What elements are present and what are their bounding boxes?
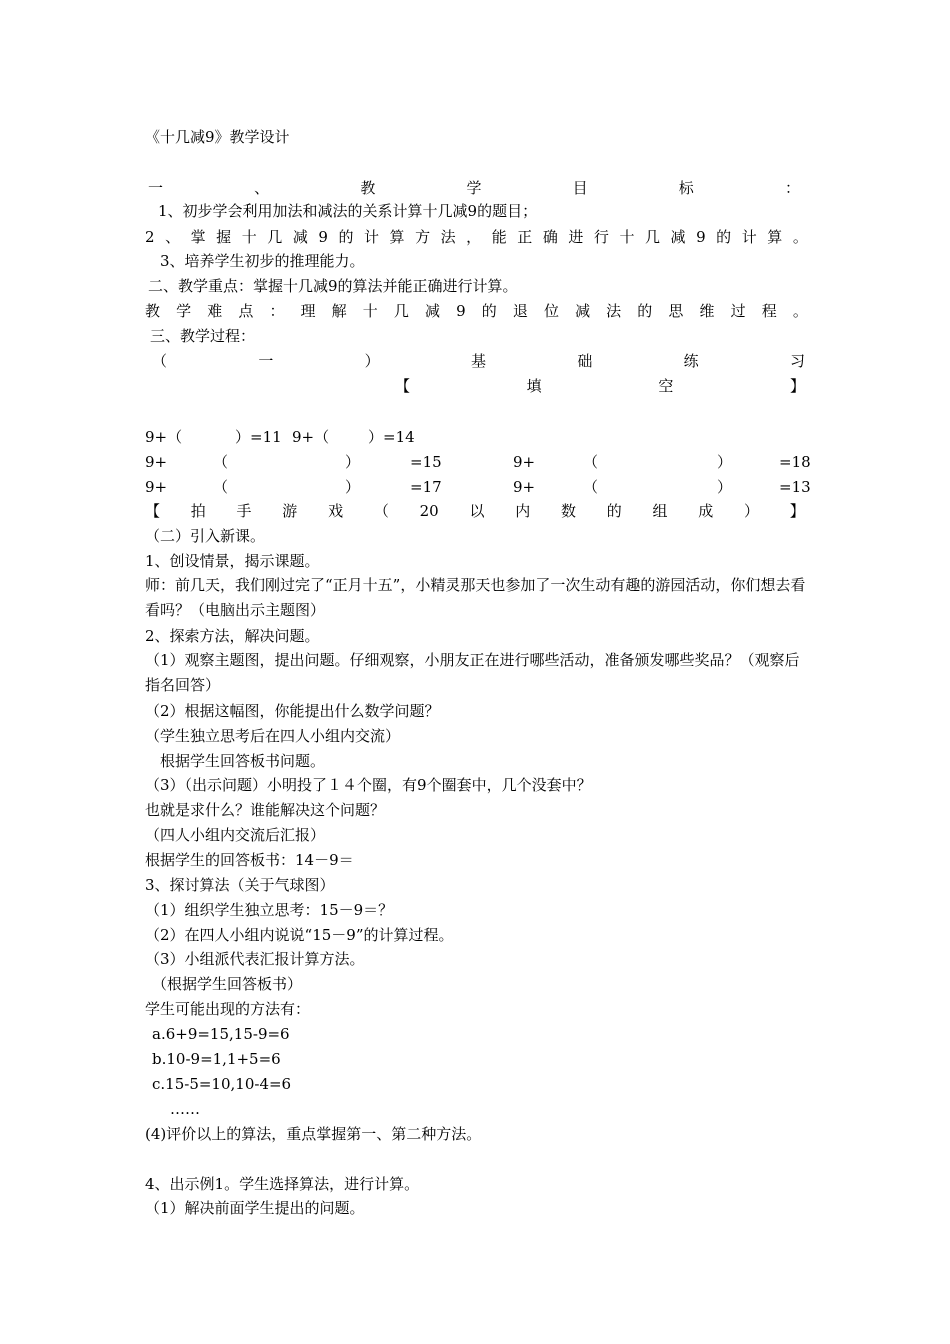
teacher-line: 师：前几天，我们刚过完了“正月十五”，小精灵那天也参加了一次生动有趣的游园活动，你们想去看看吗？（电脑出示主题图） [145, 576, 806, 619]
key-point: 二、教学重点：掌握十几减9的算法并能正确进行计算。 [148, 277, 518, 295]
methods-intro: 学生可能出现的方法有： [145, 1000, 311, 1018]
process-heading: 三、教学过程： [150, 327, 256, 345]
method-a: a.6+9=15,15-9=6 [152, 1025, 290, 1043]
objective-3: 3、培养学生初步的推理能力。 [160, 252, 365, 270]
step-3-3: （3）小组派代表汇报计算方法。 [145, 950, 365, 968]
clap-game-heading: 【 拍 手 游 戏 （ 20 以 内 数 的 组 成 ） 】 [145, 502, 805, 520]
step-3-2: （2）在四人小组内说说“15－9”的计算过程。 [145, 926, 454, 944]
method-c: c.15-5=10,10-4=6 [152, 1075, 292, 1093]
step-3-1: （1）组织学生独立思考：15－9＝？ [145, 901, 394, 919]
method-b: b.10-9=1,1+5=6 [152, 1050, 281, 1068]
ask-question: （2）根据这幅图，你能提出什么数学问题？ [145, 702, 440, 720]
intro-new-lesson: （二）引入新课。 [145, 527, 266, 545]
document-page: 《十几减9》教学设计 一 、 教 学 目 标 ： 1、初步学会利用加法和减法的关系计算十几减9的题目； 2 、 掌 握 十 几 减 9 的 计 算 方 法 ， 能 正 确 进 行 十 几 减 9 的 计 算 。 3、培养学生初步的推理能力。 二、教学重点：掌握十几减9的算法并能正确进行计算。 教 学 难 点 ： 理 解 十 几 减 9 的 退 位 减 法 的 思 维 过 程 。 三、教学过程： （ 一 ） 基 础 练 习 【 填 空 】 9+（ ）=11 9+（ ）=14 9+ （ ） =15 9+ （ ） =18 9+ （ ） =17 9+ （ ） =13 【 拍 手 游 戏 （ 20 以 内 数 的 组 成 ） 】 （二）引入新课。 1、创设情景，揭示课题。 师：前几天，我们刚过完了“正月十五”，小精灵那天也参加了一次生动有趣的游园活动，你们想去看看吗？（电脑出示主题图） 2、探索方法，解决问题。 （1）观察主题图，提出问题。仔细观察，小朋友正在进行哪些活动，准备颁发哪些奖品？（观察后指名回答） （2）根据这幅图，你能提出什么数学问题？ （学生独立思考后在四人小组内交流） 根据学生回答板书问题。 （3）（出示问题）小明投了１４个圈，有9个圈套中，几个没套中？ 也就是求什么？谁能解决这个问题？ （四人小组内交流后汇报） 根据学生的回答板书：14－9＝ 3、探讨算法（关于气球图） （1）组织学生独立思考：15－9＝？ （2）在四人小组内说说“15－9”的计算过程。 （3）小组派代表汇报计算方法。 （根据学生回答板书） 学生可能出现的方法有： a.6+9=15,15-9=6 b.10-9=1,1+5=6 c.15-5=10,10-4=6 …… (4)评价以上的算法，重点掌握第一、第二种方法。 4、出示例1。学生选择算法，进行计算。 （1）解决前面学生提出的问题。 [0, 0, 950, 1344]
step-3-board: （根据学生回答板书） [152, 975, 303, 993]
step-3: 3、探讨算法（关于气球图） [145, 876, 335, 894]
objective-1: 1、初步学会利用加法和减法的关系计算十几减9的题目； [158, 202, 538, 220]
ellipsis: …… [170, 1100, 200, 1118]
objectives-heading: 一 、 教 学 目 标 ： [148, 179, 800, 197]
observe-question: （1）观察主题图，提出问题。仔细观察，小朋友正在进行哪些活动，准备颁发哪些奖品？（观察后指名回答） [145, 651, 800, 694]
board-answer: 根据学生的回答板书：14－9＝ [145, 851, 354, 869]
think-exchange: （学生独立思考后在四人小组内交流） [145, 727, 401, 745]
fill-blank-heading: 【 填 空 】 [395, 377, 805, 395]
show-question: （3）（出示问题）小明投了１４个圈，有9个圈套中，几个没套中？ [145, 776, 592, 794]
evaluate-methods: (4)评价以上的算法，重点掌握第一、第二种方法。 [145, 1125, 482, 1143]
difficulty: 教 学 难 点 ： 理 解 十 几 减 9 的 退 位 减 法 的 思 维 过 程 。 [145, 302, 808, 320]
group-report: （四人小组内交流后汇报） [145, 826, 326, 844]
step-2: 2、探索方法，解决问题。 [145, 627, 320, 645]
basic-practice-heading: （ 一 ） 基 础 练 习 [152, 352, 805, 370]
step-1: 1、创设情景，揭示课题。 [145, 552, 320, 570]
objective-2: 2 、 掌 握 十 几 减 9 的 计 算 方 法 ， 能 正 确 进 行 十 几 减 9 的 计 算 。 [145, 228, 808, 246]
what-to-find: 也就是求什么？谁能解决这个问题？ [145, 801, 386, 819]
step-4: 4、出示例1。学生选择算法，进行计算。 [145, 1175, 420, 1193]
board-question: 根据学生回答板书问题。 [160, 752, 326, 770]
document-title: 《十几减9》教学设计 [145, 128, 290, 146]
step-4-1: （1）解决前面学生提出的问题。 [145, 1199, 365, 1217]
